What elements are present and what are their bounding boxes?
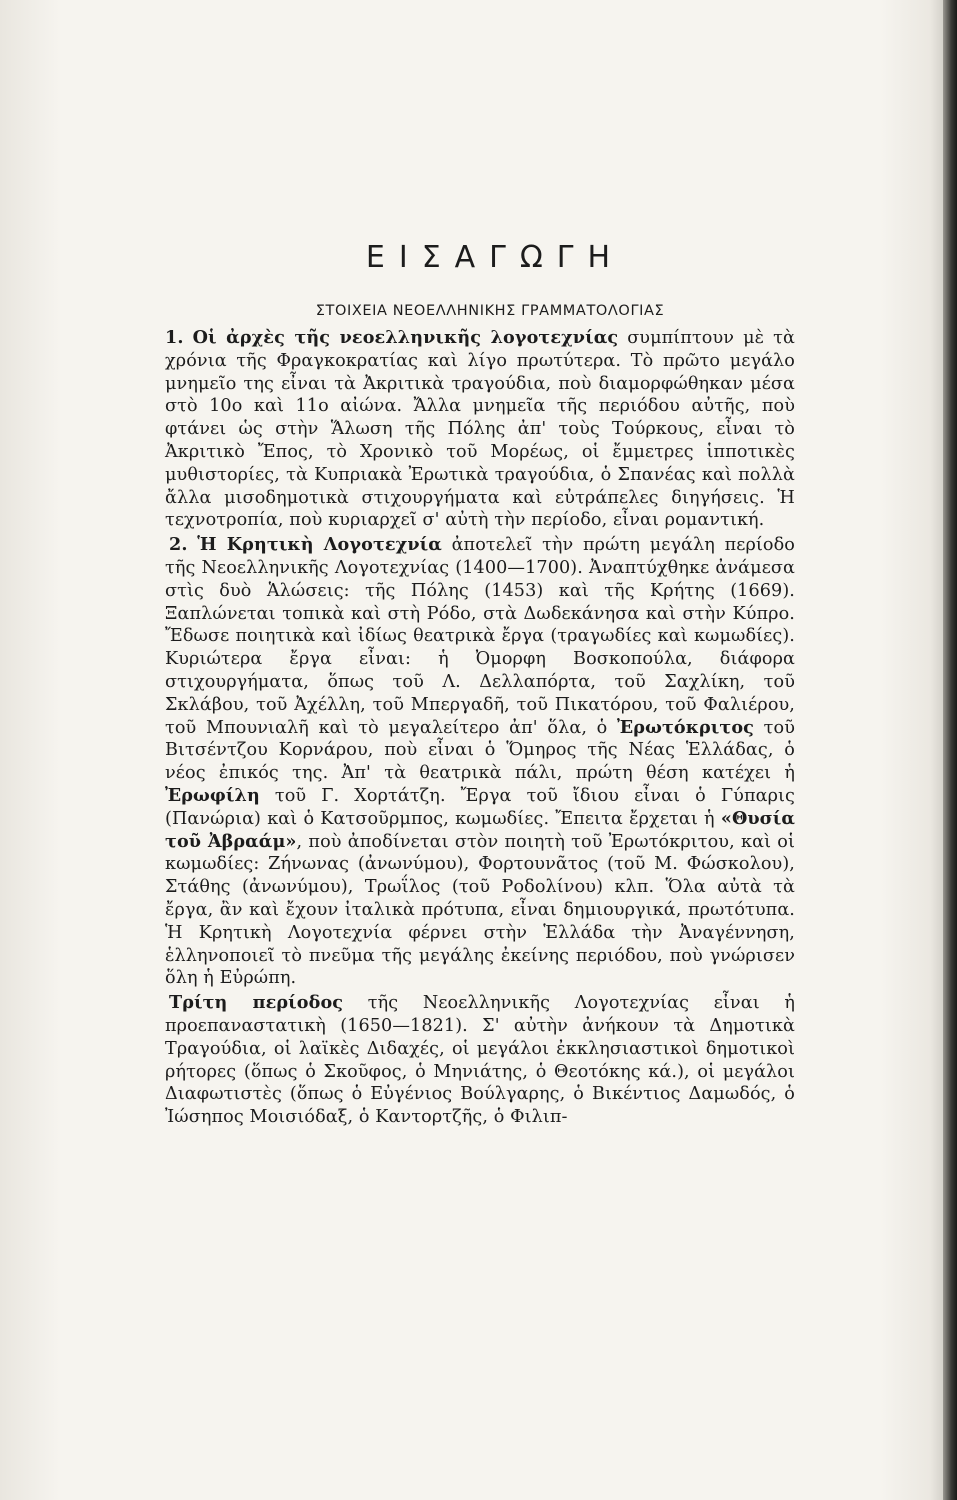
section-3-text: τῆς Νεοελληνικῆς Λογοτεχνίας εἶναι ἡ προεπαναστατικὴ (1650—1821). Σ' αὐτὴν ἀνήκουν τὰ Δημοτικὰ Τραγούδια, οἱ λαϊκὲς Διδαχές, οἱ μεγάλοι ἐκκλησιαστικοὶ δημοτικοὶ ρήτορες (ὅπως ὁ Σκοῦφος, ὁ Μηνιάτης, ὁ Θεοτόκης κά.), οἱ μεγάλοι Διαφωτιστὲς (ὅπως ὁ Εὐγένιος Βούλγαρης, ὁ Βικέντιος Δαμωδός, ὁ Ἰώσηπος Μοισιόδαξ, ὁ Καντορτζῆς, ὁ Φιλιπ- (165, 993, 795, 1128)
page-title: ΕΙΣΑΓΩΓΗ (365, 240, 625, 275)
section-1-paragraph (165, 327, 795, 532)
section-2-bold-erofili: Ἐρωφίλη (165, 784, 260, 806)
page-content (165, 240, 795, 1129)
section-2-number: 2. (169, 534, 188, 556)
section-1-text: συμπίπτουν μὲ τὰ χρόνια τῆς Φραγκοκρατίας καὶ λίγο πρωτύτερα. Τὸ πρῶτο μεγάλο μνημεῖο της εἶναι τὰ Ἀκριτικὰ τραγούδια, ποὺ διαμορφώθηκαν μέσα στὸ 10ο καὶ 11ο αἰώνα. Ἄλλα μνημεῖα τῆς περιόδου αὐτῆς, ποὺ φτάνει ὡς στὴν Ἅλωση τῆς Πόλης ἀπ' τοὺς Τούρκους, εἶναι τὸ Ἀκριτικὸ Ἔπος, τὸ Χρονικὸ τοῦ Μορέως, οἱ ἔμμετρες ἱπποτικὲς μυθιστορίες, τὰ Κυπριακὰ Ἐρωτικὰ τραγούδια, ὁ Σπανέας καὶ πολλὰ ἄλλα μισοδημοτικὰ στιχουργήματα καὶ εὐτράπελες διηγήσεις. Ἡ τεχνοτροπία, ποὺ κυριαρχεῖ σ' αὐτὴ τὴν περίοδο, εἶναι ρομαντική. (165, 328, 795, 531)
section-1-number: 1. (165, 327, 184, 348)
section-3-paragraph (165, 992, 795, 1129)
section-2-text-a: ἀποτελεῖ τὴν πρώτη μεγάλη περίοδο τῆς Νεοελληνικῆς Λογοτεχνίας (1400—1700). Ἀναπτύχθηκε ἀνάμεσα στὶς δυὸ Ἁλώσεις: τῆς Πόλης (1453) καὶ τῆς Κρήτης (1669). Ξαπλώνεται τοπικὰ καὶ στὴ Ρόδο, στὰ Δωδεκάνησα καὶ στὴν Κύπρο. Ἔδωσε ποιητικὰ καὶ ἰδίως θεατρικὰ ἔργα (τραγωδίες καὶ κωμωδίες). Κυριώτερα ἔργα εἶναι: ἡ Ὀμορφη Βοσκοπούλα, διάφορα στιχουργήματα, ὅπως τοῦ Λ. Δελλαπόρτα, τοῦ Σαχλίκη, τοῦ Σκλάβου, τοῦ Ἀχέλλη, τοῦ Μπεργαδῆ, τοῦ Πικατόρου, τοῦ Φαλιέρου, τοῦ Μπουνιαλῆ καὶ τὸ μεγαλείτερο ἀπ' ὅλα, ὁ (165, 535, 795, 738)
section-3-heading: Τρίτη περίοδος (169, 992, 344, 1014)
section-2-text-e: τοῦ Γ. Χορτάτζη. Ἔργα τοῦ ἴδιου εἶναι ὁ Γύπαρις (Πανώρια) καὶ ὁ Κατσοῦρμπος, κωμωδίες. Ἔπειτα ἔρχεται ἡ (165, 785, 795, 829)
section-2-paragraph (165, 534, 795, 990)
section-2-heading: Ἡ Κρητικὴ Λογοτεχνία (197, 534, 442, 556)
section-2-text-c: τοῦ Βιτσέντζου Κορνάρου, ποὺ εἶναι ὁ Ὅμηρος τῆς Νέας Ἑλλάδας, ὁ νέος ἐπικός της. Ἀπ' τὰ θεατρικὰ πάλι, πρώτη θέση κατέχει ἡ (165, 717, 795, 784)
section-2-text-g: , ποὺ ἀποδίνεται στὸν ποιητὴ τοῦ Ἐρωτόκριτου, καὶ οἱ κωμωδίες: Ζήνωνας (ἀνωνύμου), Φορτουνᾶτος (τοῦ Μ. Φώσκολου), Στάθης (ἀνωνύμου), Τρωΐλος (τοῦ Ροδολίνου) κλπ. Ὅλα αὐτὰ τὰ ἔργα, ἂν καὶ ἔχουν ἰταλικὰ πρότυπα, εἶναι δημιουργικά, πρωτότυπα. Ἡ Κρητικὴ Λογοτεχνία φέρνει στὴν Ἑλλάδα τὴν Ἀναγέννηση, ἑλληνοποιεῖ τὸ πνεῦμα τῆς μεγάλης ἐκείνης περιόδου, ποὺ γνώρισεν ὅλη ἡ Εὐρώπη. (165, 831, 795, 989)
book-spine-edge (943, 0, 957, 1500)
section-2-bold-thysia: «Θυσία τοῦ Ἀβραάμ» (165, 807, 795, 852)
section-2-bold-erotokritos: Ἐρωτόκριτος (617, 716, 755, 738)
page-subtitle: ΣΤΟΙΧΕΙΑ ΝΕΟΕΛΛΗΝΙΚΗΣ ΓΡΑΜΜΑΤΟΛΟΓΙΑΣ (315, 303, 665, 319)
section-1-heading: Οἱ ἀρχὲς τῆς νεοελληνικῆς λογοτεχνίας (192, 327, 619, 348)
